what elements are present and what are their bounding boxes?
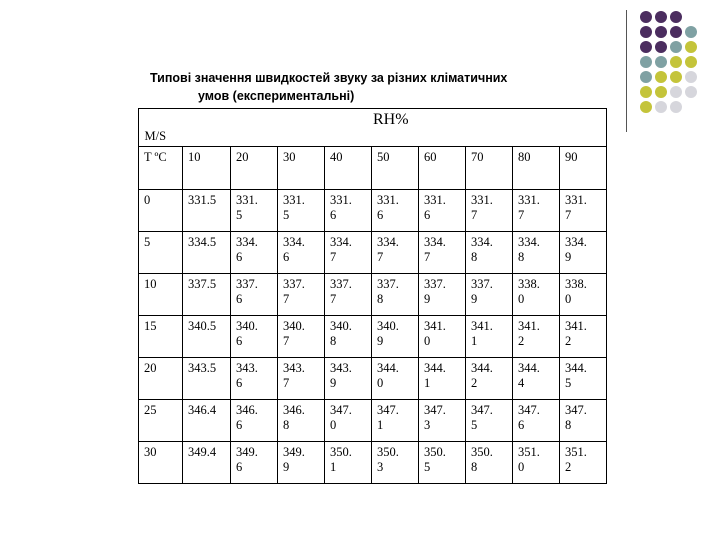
speed-value-cell: 338. 0 xyxy=(513,274,560,316)
decorative-dot xyxy=(655,101,667,113)
table-row xyxy=(139,274,607,316)
speed-value-cell: 341. 0 xyxy=(419,316,466,358)
rh-column-header: 30 xyxy=(278,147,325,190)
speed-value-cell: 344. 5 xyxy=(560,358,607,400)
speed-value-cell: 337. 7 xyxy=(278,274,325,316)
temperature-cell: 15 xyxy=(139,316,183,358)
speed-value-cell: 350. 1 xyxy=(325,442,372,484)
speed-value-cell: 340. 7 xyxy=(278,316,325,358)
speed-value-cell: 334. 8 xyxy=(466,232,513,274)
speed-value-cell: 340. 9 xyxy=(372,316,419,358)
speed-value-cell: 331. 6 xyxy=(419,190,466,232)
speed-value-cell: 337. 9 xyxy=(419,274,466,316)
decorative-dot xyxy=(655,11,667,23)
column-header-row xyxy=(139,147,607,190)
speed-value-cell: 334. 6 xyxy=(231,232,278,274)
decorative-dot xyxy=(670,26,682,38)
speed-value-cell: 334. 9 xyxy=(560,232,607,274)
temperature-header: T ºC xyxy=(139,147,183,190)
temperature-cell: 20 xyxy=(139,358,183,400)
speed-value-cell: 334.5 xyxy=(183,232,231,274)
decorative-dot xyxy=(655,41,667,53)
decorative-dot xyxy=(655,71,667,83)
decorative-dot xyxy=(685,41,697,53)
speed-value-cell: 344. 4 xyxy=(513,358,560,400)
speed-value-cell: 349. 9 xyxy=(278,442,325,484)
speed-value-cell: 337. 6 xyxy=(231,274,278,316)
decorative-divider xyxy=(626,10,627,132)
temperature-cell: 0 xyxy=(139,190,183,232)
decorative-dot xyxy=(685,86,697,98)
decorative-dot xyxy=(655,26,667,38)
speed-value-cell: 344. 0 xyxy=(372,358,419,400)
speed-value-cell: 331. 7 xyxy=(560,190,607,232)
speed-value-cell: 343. 7 xyxy=(278,358,325,400)
speed-value-cell: 344. 1 xyxy=(419,358,466,400)
decorative-dot xyxy=(670,41,682,53)
rh-column-header: 70 xyxy=(466,147,513,190)
title-line-2: умов (експериментальні) xyxy=(198,89,355,103)
speed-value-cell: 331. 6 xyxy=(372,190,419,232)
speed-value-cell: 346. 6 xyxy=(231,400,278,442)
table-row xyxy=(139,400,607,442)
speed-value-cell: 347. 5 xyxy=(466,400,513,442)
speed-value-cell: 350. 3 xyxy=(372,442,419,484)
decorative-dot xyxy=(640,41,652,53)
speed-value-cell: 341. 2 xyxy=(513,316,560,358)
speed-value-cell: 347. 1 xyxy=(372,400,419,442)
speed-value-cell: 349. 6 xyxy=(231,442,278,484)
speed-value-cell: 334. 7 xyxy=(325,232,372,274)
rh-label: RH% xyxy=(373,111,409,128)
decorative-dot xyxy=(640,101,652,113)
speed-value-cell: 341. 2 xyxy=(560,316,607,358)
speed-value-cell: 347. 0 xyxy=(325,400,372,442)
rh-column-header: 80 xyxy=(513,147,560,190)
speed-value-cell: 334. 8 xyxy=(513,232,560,274)
slide-title xyxy=(150,69,570,105)
decorative-dot xyxy=(685,26,697,38)
speed-value-cell: 343.5 xyxy=(183,358,231,400)
decorative-dot xyxy=(670,56,682,68)
decorative-dot xyxy=(655,86,667,98)
speed-value-cell: 343. 6 xyxy=(231,358,278,400)
speed-value-cell: 337. 7 xyxy=(325,274,372,316)
speed-value-cell: 331. 6 xyxy=(325,190,372,232)
table-row xyxy=(139,190,607,232)
temperature-cell: 25 xyxy=(139,400,183,442)
decorative-dot xyxy=(670,71,682,83)
speed-value-cell: 334. 7 xyxy=(419,232,466,274)
table-row xyxy=(139,316,607,358)
decorative-dot xyxy=(670,101,682,113)
decorative-dot xyxy=(685,56,697,68)
decorative-dot xyxy=(640,71,652,83)
rh-column-header: 60 xyxy=(419,147,466,190)
rh-column-header: 20 xyxy=(231,147,278,190)
speed-value-cell: 331. 5 xyxy=(231,190,278,232)
speed-value-cell: 337.5 xyxy=(183,274,231,316)
speed-value-cell: 334. 7 xyxy=(372,232,419,274)
table-row xyxy=(139,232,607,274)
rh-column-header: 90 xyxy=(560,147,607,190)
speed-value-cell: 346.4 xyxy=(183,400,231,442)
decorative-dot xyxy=(685,71,697,83)
rh-column-header: 10 xyxy=(183,147,231,190)
speed-value-cell: 344. 2 xyxy=(466,358,513,400)
sound-speed-table xyxy=(138,108,607,484)
rh-column-header: 40 xyxy=(325,147,372,190)
speed-value-cell: 331. 5 xyxy=(278,190,325,232)
speed-value-cell: 331. 7 xyxy=(513,190,560,232)
speed-value-cell: 331. 7 xyxy=(466,190,513,232)
speed-value-cell: 340. 6 xyxy=(231,316,278,358)
speed-value-cell: 343. 9 xyxy=(325,358,372,400)
speed-value-cell: 346. 8 xyxy=(278,400,325,442)
speed-value-cell: 347. 8 xyxy=(560,400,607,442)
speed-value-cell: 337. 8 xyxy=(372,274,419,316)
speed-value-cell: 340.5 xyxy=(183,316,231,358)
speed-value-cell: 337. 9 xyxy=(466,274,513,316)
temperature-cell: 5 xyxy=(139,232,183,274)
table-row xyxy=(139,358,607,400)
speed-value-cell: 338. 0 xyxy=(560,274,607,316)
decorative-dot xyxy=(640,56,652,68)
decorative-dot xyxy=(670,11,682,23)
speed-value-cell: 347. 6 xyxy=(513,400,560,442)
table-row xyxy=(139,442,607,484)
decorative-dot xyxy=(640,26,652,38)
decorative-dot xyxy=(670,86,682,98)
speed-value-cell: 349.4 xyxy=(183,442,231,484)
decorative-dot xyxy=(640,86,652,98)
speed-value-cell: 331.5 xyxy=(183,190,231,232)
title-line-1: Типові значення швидкостей звуку за різних кліматичних xyxy=(150,71,508,85)
speed-value-cell: 334. 6 xyxy=(278,232,325,274)
speed-value-cell: 350. 5 xyxy=(419,442,466,484)
speed-value-cell: 351. 0 xyxy=(513,442,560,484)
temperature-cell: 30 xyxy=(139,442,183,484)
speed-value-cell: 340. 8 xyxy=(325,316,372,358)
unit-label: M/S xyxy=(144,128,167,143)
speed-value-cell: 341. 1 xyxy=(466,316,513,358)
decorative-dot xyxy=(640,11,652,23)
temperature-cell: 10 xyxy=(139,274,183,316)
speed-value-cell: 350. 8 xyxy=(466,442,513,484)
decorative-dot xyxy=(655,56,667,68)
speed-value-cell: 347. 3 xyxy=(419,400,466,442)
speed-value-cell: 351. 2 xyxy=(560,442,607,484)
rh-column-header: 50 xyxy=(372,147,419,190)
